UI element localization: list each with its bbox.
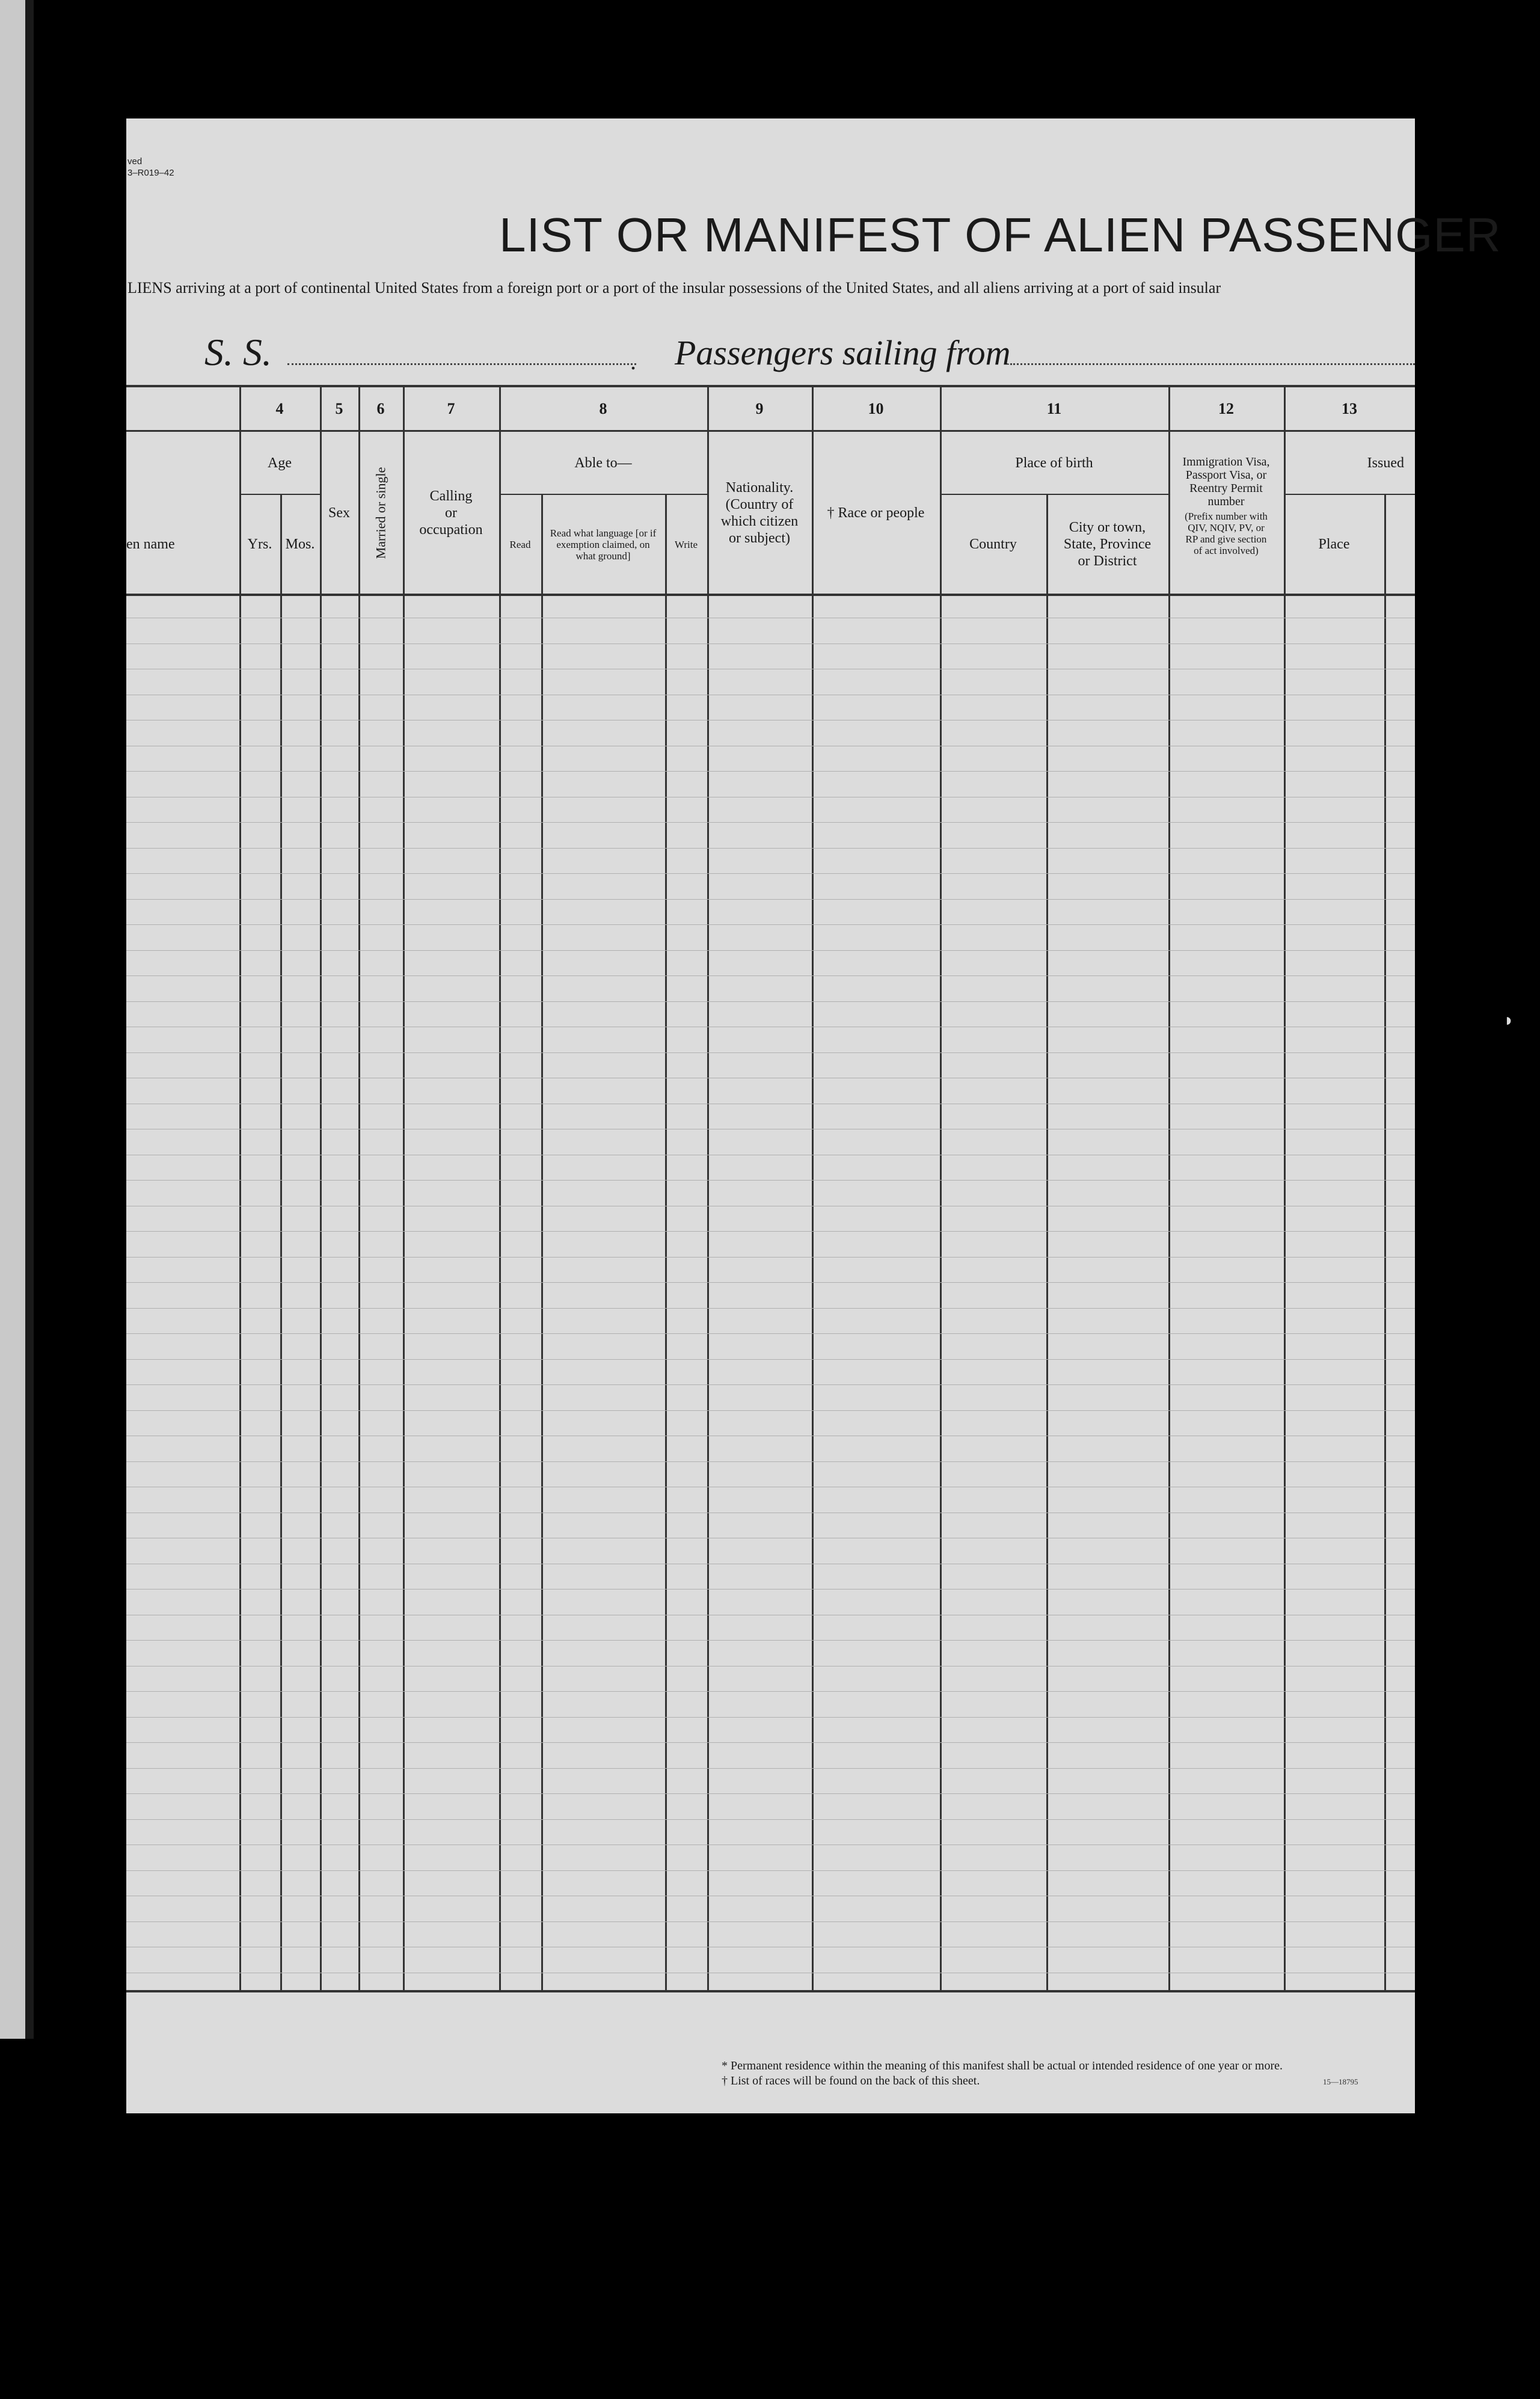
write-header: Write <box>674 538 698 550</box>
country-header: Country <box>969 536 1017 552</box>
footnote-residence: * Permanent residence within the meaning of this manifest shall be actual or intended residence of one year or more. <box>722 2059 1283 2072</box>
entry-row-line <box>126 975 1415 976</box>
footnote-races: † List of races will be found on the back of this sheet. <box>722 2074 980 2087</box>
col-line <box>239 387 241 1990</box>
entry-row-line <box>126 924 1415 925</box>
film-edge-shadow <box>25 0 34 2039</box>
entry-row-line <box>126 1870 1415 1871</box>
entry-row-line <box>126 1359 1415 1360</box>
col-number-7: 7 <box>447 399 455 417</box>
film-edge <box>0 0 25 2039</box>
issued-header: Issued <box>1367 455 1404 471</box>
col-line <box>320 387 322 1990</box>
entry-row-line <box>126 1717 1415 1718</box>
col-line <box>1384 495 1386 1990</box>
entry-row-line <box>126 1768 1415 1769</box>
read-language-header: Read what language [or if exemption claimed, on what ground] <box>550 527 657 562</box>
entry-row-line <box>126 771 1415 772</box>
entry-row-line <box>126 1052 1415 1053</box>
period-mark: . <box>630 348 636 375</box>
entry-row-line <box>126 873 1415 874</box>
given-name-header: en name <box>126 536 175 552</box>
entry-row-line <box>126 950 1415 951</box>
col-number-5: 5 <box>335 399 343 417</box>
sailing-label: Passengers sailing from <box>675 333 1011 372</box>
col-number-6: 6 <box>376 399 385 417</box>
col-line <box>280 495 282 1990</box>
entry-row-line <box>126 1333 1415 1334</box>
table-bottom-rule <box>126 1990 1415 1992</box>
print-stamp: 15—18795 <box>1323 2077 1358 2086</box>
col-line <box>541 495 543 1990</box>
col-line <box>1168 387 1170 1990</box>
entry-row-line <box>126 1589 1415 1590</box>
col-line <box>403 387 405 1990</box>
able-to-header: Able to— <box>574 455 632 471</box>
col-line <box>358 387 360 1990</box>
entry-row-line <box>126 1282 1415 1283</box>
entry-row-line <box>126 899 1415 900</box>
place-of-birth-header: Place of birth <box>1015 455 1093 471</box>
visa-header-cell <box>1168 455 1284 556</box>
visa-note: (Prefix number with QIV, NQIV, PV, or RP and give section of act involved) <box>1185 511 1268 556</box>
place-header: Place <box>1318 536 1350 552</box>
entry-row-line <box>126 1921 1415 1922</box>
entry-row-line <box>126 1691 1415 1692</box>
sex-header: Sex <box>328 505 350 521</box>
visa-header: Immigration Visa, Passport Visa, or Reentry Permit number <box>1182 455 1270 508</box>
col-number-9: 9 <box>755 399 764 417</box>
race-header: † Race or people <box>827 505 925 521</box>
age-months-header: Mos. <box>285 536 315 552</box>
entry-row-line <box>126 822 1415 823</box>
col-line <box>707 387 709 1990</box>
col-line <box>1284 387 1286 1990</box>
age-years-header: Yrs. <box>247 536 272 552</box>
col-number-4: 4 <box>275 399 284 417</box>
col-number-11: 11 <box>1046 399 1062 417</box>
col-line <box>665 495 667 1990</box>
ship-label: S. S. <box>204 331 272 373</box>
col-number-13: 13 <box>1342 399 1357 417</box>
nationality-header: Nationality. (Country of which citizen or subject) <box>720 479 799 546</box>
col-number-8: 8 <box>599 399 607 417</box>
col-number-12: 12 <box>1218 399 1234 417</box>
form-subtitle: LIENS arriving at a port of continental United States from a foreign port or a port of the insular possessions of the United States, and all aliens arriving at a port of said insular <box>127 279 1221 296</box>
film-mark: ◗ <box>1503 1010 1515 1030</box>
read-header: Read <box>509 538 531 550</box>
form-reference: ved 3–R019–42 <box>127 156 174 178</box>
entry-row-line <box>126 1742 1415 1743</box>
entry-row-line <box>126 1819 1415 1820</box>
col-number-10: 10 <box>868 399 884 417</box>
married-header: Married or single <box>373 467 388 559</box>
entry-row-line <box>126 1410 1415 1411</box>
sailing-from-field[interactable] <box>1010 363 1415 365</box>
age-header: Age <box>268 455 292 471</box>
manifest-sheet <box>126 118 1502 2113</box>
col-line <box>499 387 501 1990</box>
entry-row-line <box>126 1384 1415 1385</box>
entry-row-line <box>126 1461 1415 1462</box>
calling-header: Calling or occupation <box>419 488 483 538</box>
entry-row-line <box>126 1308 1415 1309</box>
entry-row-line <box>126 1231 1415 1232</box>
ship-name-field[interactable] <box>287 363 636 365</box>
col-line <box>940 387 942 1990</box>
form-title: LIST OR MANIFEST OF ALIEN PASSENGER <box>499 208 1502 262</box>
entry-row-line <box>126 848 1415 849</box>
entry-row-line <box>126 1793 1415 1794</box>
col-line <box>812 387 814 1990</box>
married-header-cell <box>358 432 403 594</box>
col-line <box>1046 495 1048 1990</box>
city-header: City or town, State, Province or District <box>1063 520 1152 569</box>
entry-row-line <box>126 1640 1415 1641</box>
entry-row-line <box>126 1257 1415 1258</box>
entry-row-line <box>126 1001 1415 1002</box>
entry-row-line <box>126 1180 1415 1181</box>
